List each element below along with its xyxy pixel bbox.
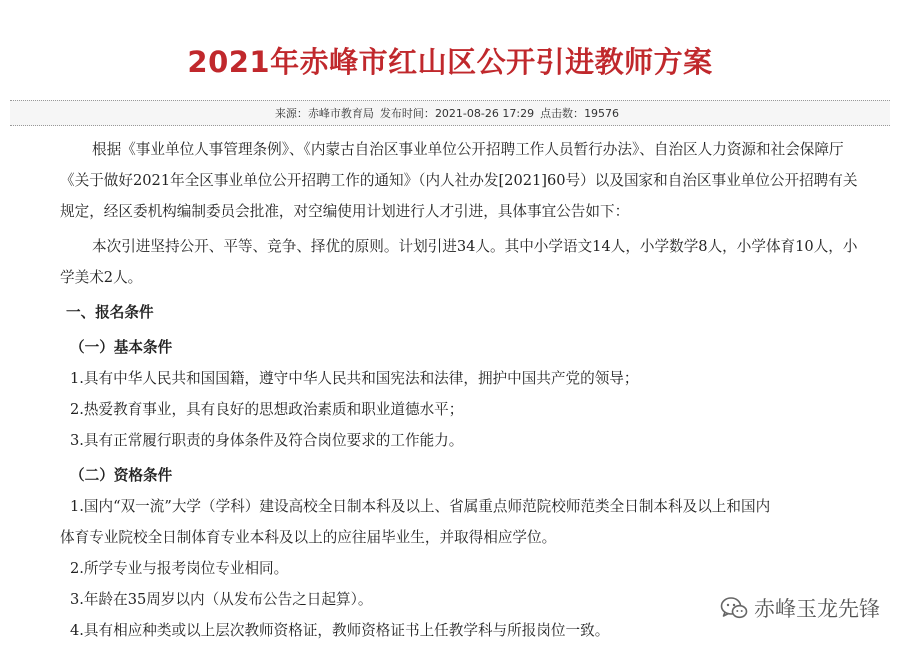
- click-count-label: 点击数：: [540, 107, 585, 120]
- subsection-heading-basic: （一）基本条件: [70, 339, 173, 356]
- watermark-text: 赤峰玉龙先锋: [754, 597, 880, 621]
- article-meta-bar: [10, 100, 890, 126]
- source-meta: [275, 105, 374, 121]
- click-count-meta: [540, 105, 619, 121]
- wechat-icon: [720, 596, 748, 620]
- plan-paragraph: 本次引进坚持公开、平等、竞争、择优的原则。计划引进34人。其中小学语文14人，小学数学8人，小学体育10人，小学美术2人。: [60, 238, 858, 286]
- publish-time-meta: [380, 105, 534, 121]
- qualification-item: 3.年龄在35周岁以内（从发布公告之日起算）。: [70, 591, 373, 608]
- source-value: 赤峰市教育局: [307, 107, 374, 120]
- intro-paragraph: 根据《事业单位人事管理条例》、《内蒙古自治区事业单位公开招聘工作人员暂行办法》、自治区人力资源和社会保障厅《关于做好2021年全区事业单位公开招聘工作的通知》（内人社办发[2021]60号）以及国家和自治区事业单位公开招聘有关规定，经区委机构编制委员会批准，对空编使用计划进行人才引进，具体事宜公告如下：: [60, 141, 858, 220]
- basic-condition-item: 1.具有中华人民共和国国籍，遵守中华人民共和国宪法和法律，拥护中国共产党的领导；: [70, 370, 639, 387]
- qualification-item-continuation: 体育专业院校全日制体育专业本科及以上的应往届毕业生，并取得相应学位。: [60, 529, 557, 546]
- page-title: 2021年赤峰市红山区公开引进教师方案: [187, 45, 713, 79]
- publish-time-label: 发布时间：: [379, 107, 435, 120]
- qualification-item: 2.所学专业与报考岗位专业相同。: [70, 560, 289, 577]
- click-count-value: 19576: [584, 107, 620, 120]
- source-label: 来源：: [274, 107, 308, 120]
- basic-condition-item: 2.热爱教育事业，具有良好的思想政治素质和职业道德水平；: [70, 401, 464, 418]
- section-heading-registration: 一、报名条件: [66, 304, 154, 321]
- subsection-heading-qualification: （二）资格条件: [70, 467, 173, 484]
- qualification-item-line: 1.国内“双一流”大学（学科）建设高校全日制本科及以上、省属重点师范院校师范类全日制本科及以上和国内: [70, 498, 771, 515]
- qualification-item: 4.具有相应种类或以上层次教师资格证，教师资格证书上任教学科与所报岗位一致。: [70, 622, 610, 639]
- basic-condition-item: 3.具有正常履行职责的身体条件及符合岗位要求的工作能力。: [70, 432, 464, 449]
- publish-time-value: 2021-08-26 17:29: [434, 107, 535, 120]
- article-body: [60, 134, 872, 646]
- account-watermark: [720, 594, 880, 622]
